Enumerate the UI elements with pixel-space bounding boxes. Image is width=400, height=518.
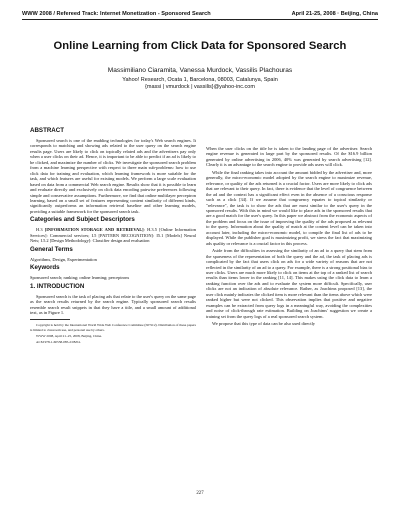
categories-text <box>30 227 196 243</box>
conference-footnote: WWW 2008, April 21–25, 2008, Beijing, China. <box>36 333 102 338</box>
header-date: April 21-25, 2008 · Beijing, China <box>291 11 378 17</box>
categories-heading: Categories and Subject Descriptors <box>30 216 135 224</box>
page-number: 227 <box>196 491 204 496</box>
right-paragraph-4: We propose that this type of data can be also used directly <box>212 321 316 327</box>
categories-rest: : H.3.5 [Online Information Services]: Commercial services; I.5 [PATTERN RECOGNITION]: I5.1 [Models] Neural Nets; I.5.2 [Design Methodology]: Classifier design and evaluation <box>30 227 196 244</box>
abstract-text: Sponsored search is one of the enabling technologies for today's Web search engines. It corresponds to matching and showing ads related to the user query on the search engine results page. Users are likely to click on topically related ads and the advertisers pay only when a user clicks on their ad. Hence, it is important to be able to predict if an ad is likely to be clicked, and maximize the number of clicks. We investigate the sponsored search problem from a machine learning perspective with respect to three main sub-problems: how to use click data for training and evaluation, which learning framework is more suitable for the task, and which features are useful for existing models. We perform a large scale evaluation based on data from a commercial Web search engine. Results show that it is possible to learn and evaluate directly and exclusively on click data encoding pairwise preferences following simple and conservative assumptions. Furthermore, we find that online multilayer perceptron learning, based on a small set of features representing content similarity of different kinds, significantly outperforms an information retrieval baseline and other learning models, providing a suitable framework for the sponsored search task. <box>30 138 196 214</box>
keywords-heading: Keywords <box>30 264 60 272</box>
header-rule <box>22 19 378 20</box>
paper-affiliation <box>0 77 400 90</box>
introduction-text: Sponsored search is the task of placing ads that relate to the user's query on the same page as the search results returned by the search engine. Typically sponsored search results resemble search result snippets in that they have a title, and a small amount of additional text, as in Figure 1. <box>30 293 196 315</box>
affiliation-line: Yahoo! Research, Ocata 1, Barcelona, 08003, Catalunya, Spain <box>122 77 278 83</box>
footnote-rule <box>30 319 70 320</box>
terms-heading: General Terms <box>30 245 73 253</box>
acm-footnote: ACM 978-1-60558-085-2/08/04. <box>36 339 81 344</box>
right-paragraph-1: When the user clicks on the title he is taken to the landing page of the advertiser. Search engine revenue is generated in large part by the sponsored results. Of the $16.9 billion generated by online advertising in 2006, 40% was generated by search advertising [12]. Clearly it is an advantage to the search engine to provide ads users will click. <box>206 146 372 168</box>
terms-text: Algorithms, Design, Experimentation <box>30 256 97 262</box>
introduction-heading: 1. INTRODUCTION <box>30 282 85 290</box>
paper-title: Online Learning from Click Data for Sponsored Search <box>53 40 347 52</box>
affiliation-emails: {massi | vmurdock | vassilis}@yahoo-inc.com <box>145 83 255 90</box>
left-column <box>30 125 196 346</box>
abstract-heading: ABSTRACT <box>30 127 65 134</box>
keywords-text: Sponsored search; ranking; online learning; perceptrons <box>30 275 130 281</box>
right-paragraph-2: While the final ranking takes into account the amount bidded by the advertiser and, more generally, the micro-economic model adopted by the search engine to maximize revenue, relevance, or quality of the ads returned is a crucial factor. Users are more likely to click ads that are relevant to their query. In fact, there is evidence that the level of congruence between the ad and the context has a significant effect even in the absence of a conscious response such as a click [34]. If we assume that congruency equates to topical similarity or "relevance", the task is to show the ads that are most similar to the user's query in the sponsored results. With this in mind we would like to place ads in the sponsored results that are a good match for the user's query. In this paper we abstract from the economic aspects of the problem and focus on the issue of improving the quality of the ads proposed as relevant to the query. Information about the quality of match at the content level can be taken into account later, including the micro-economic model, to compile the final list of ads to be displayed. While the publisher goal is maximizing profit, we stress the fact that maximizing ads quality or relevance is a crucial factor in this process. <box>206 169 372 246</box>
paper-authors: Massimiliano Ciaramita, Vanessa Murdock, Vassilis Plachouras <box>107 67 293 74</box>
categories-code: H.3 <box>36 227 43 233</box>
right-column <box>206 146 372 329</box>
header-track: WWW 2008 / Refereed Track: Internet Monetization - Sponsored Search <box>22 11 211 17</box>
right-paragraph-3: Aside from the difficulties in assessing the similarity of an ad to a query that stem from the sparseness of the representation of both the query and the ad, the task of placing ads is complicated by the fact that users click on ads for a wide variety of reasons that are not reflected in the similarity of an ad to a query. For example, there is a strong positional bias to user clicks. Users are much more likely to click on items at the top of a ranked list of search results than items lower in the ranking [11, 14]. This makes using the click data to learn a ranking function over the ads and to evaluate the system more difficult. Specifically, user clicks are not an indication of absolute relevance. Rather, as Joachims proposed [13], the user click mainly indicates the clicked item is more relevant than the items above which were ranked higher but were not clicked. This observation implies that positive and negative examples can be extracted from query logs in a meaningful way, avoiding the complexities and noise of click-through rate estimation. Building on Joachims' suggestion we create a training set from the query logs of a real sponsored search system. <box>206 248 372 319</box>
copyright-footnote: Copyright is held by the International World Wide Web Conference Committee (IW3C2). Distribution of these papers is limited to classroom use, and personal use by others. <box>30 323 196 332</box>
categories-bold: [INFORMATION STORAGE AND RETRIEVAL] <box>44 227 144 233</box>
